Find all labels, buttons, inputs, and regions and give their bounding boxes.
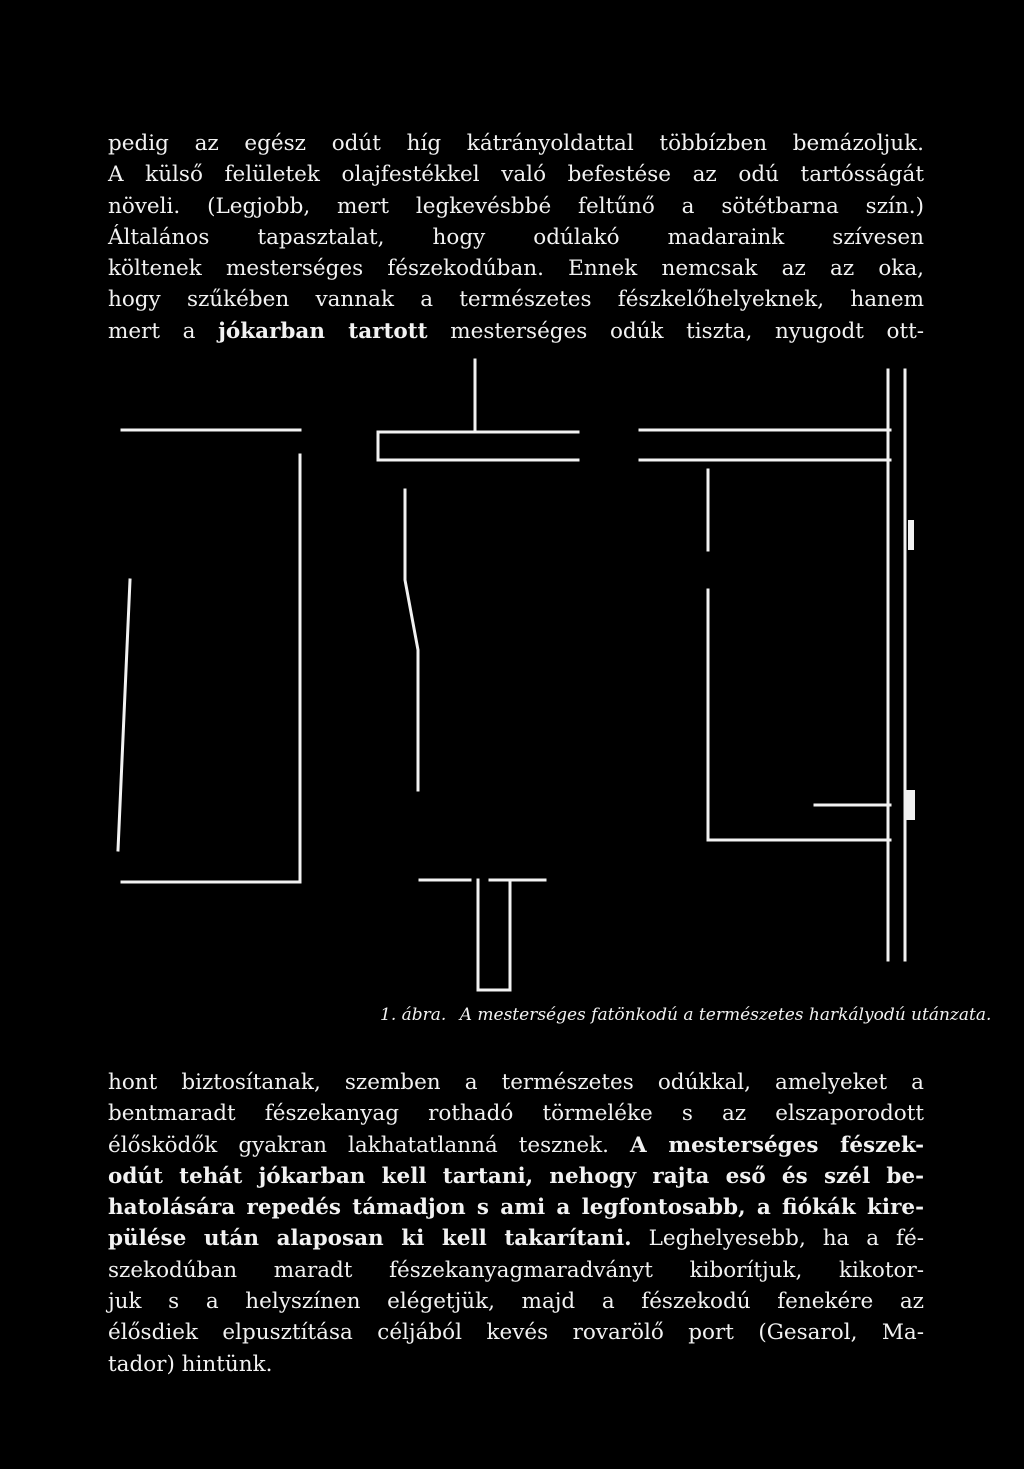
middle-base (420, 880, 545, 990)
text-segment: élősködők gyakran lakhatatlanná tesznek. (108, 1132, 609, 1158)
caption-text: A mesterséges fatönkodú a természetes harkályodú utánzata. (459, 1005, 992, 1025)
text-line (108, 1223, 924, 1254)
bold-text: pülése után alaposan ki kell takarítani. (108, 1226, 632, 1252)
text-line: hont biztosítanak, szemben a természetes odúkkal, amelyeket a (108, 1070, 924, 1095)
nest-box-diagram (100, 350, 930, 1000)
text-line: élősdiek elpusztítása céljából kevés rovarölő port (Gesarol, Ma- (108, 1320, 924, 1346)
right-box-wall (708, 470, 890, 840)
text-line: szekodúban maradt fészekanyagmaradványt kiborítjuk, kikotor- (108, 1257, 924, 1283)
text-line: hogy szűkében vannak a természetes fészkelőhelyeknek, hanem (108, 287, 924, 313)
top-paragraph (108, 128, 924, 347)
caption-number: 1. ábra. (380, 1005, 447, 1025)
text-line: növeli. (Legjobb, mert legkevésbbé feltűnő a sötétbarna szín.) (108, 193, 924, 219)
text-line: tador) hintünk. (108, 1351, 273, 1377)
text-line: költenek mesterséges fészekodúban. Ennek nemcsak az az oka, (108, 256, 924, 282)
right-box-lid (640, 430, 890, 460)
right-peg-small (908, 520, 914, 550)
left-box-outline (118, 455, 300, 882)
text-line (108, 316, 924, 347)
right-peg (905, 790, 915, 820)
bottom-paragraph (108, 1067, 924, 1380)
text-line (108, 1161, 924, 1192)
text-line (108, 1130, 924, 1161)
middle-wall (405, 490, 418, 790)
middle-lid (378, 432, 578, 460)
text-line (108, 1192, 924, 1223)
bold-text: jókarban tartott (218, 318, 428, 344)
text-segment: mert a (108, 318, 196, 344)
text-line: A külső felületek olajfestékkel való befestése az odú tartósságát (108, 162, 924, 188)
figure-caption (380, 1005, 992, 1025)
text-line: pedig az egész odút híg kátrányoldattal többízben bemázoljuk. (108, 131, 924, 156)
bold-text: hatolására repedés támadjon s ami a legfontosabb, a fiókák kire- (108, 1195, 924, 1221)
bold-text: A mesterséges fészek- (630, 1132, 924, 1158)
text-line: Általános tapasztalat, hogy odúlakó madaraink szívesen (108, 224, 924, 250)
bold-text: odút tehát jókarban kell tartani, nehogy rajta eső és szél be- (108, 1163, 924, 1189)
text-line: juk s a helyszínen elégetjük, majd a fészekodú fenekére az (108, 1289, 924, 1315)
text-segment: mesterséges odúk tiszta, nyugodt ott- (450, 318, 925, 344)
text-segment: Leghelyesebb, ha a fé- (648, 1226, 924, 1252)
text-line: bentmaradt fészekanyag rothadó törmeléke s az elszaporodott (108, 1101, 924, 1127)
